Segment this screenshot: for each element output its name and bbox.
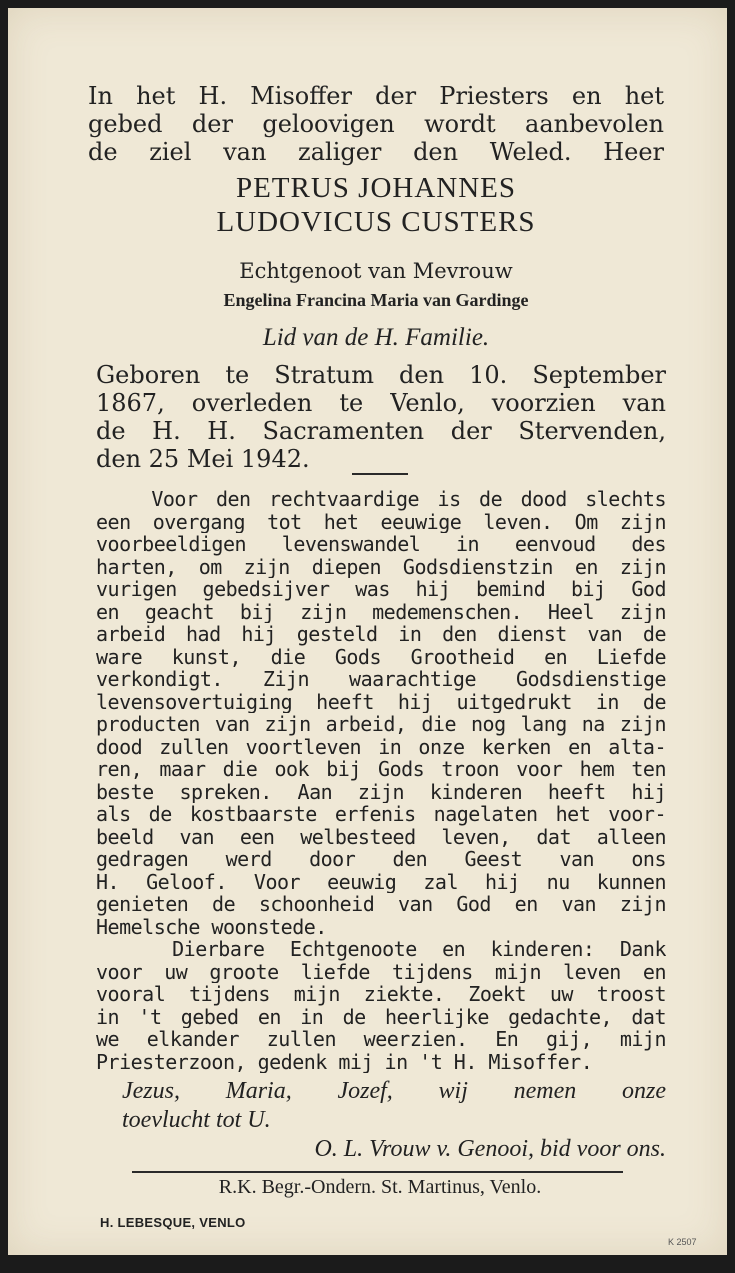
body-line: genieten de schoonheid van God en van zijn — [96, 893, 666, 916]
body-line: H. Geloof. Voor eeuwig zal hij nu kunnen — [96, 870, 666, 893]
membership: Lid van de H. Familie. — [262, 324, 490, 351]
spouse-name: Engelina Francina Maria van Gardinge — [223, 290, 529, 310]
intro-line-3: de ziel van zaliger den Weled. Heer — [88, 138, 664, 166]
memorial-card — [8, 8, 727, 1255]
body-line: in 't gebed en in de heerlijke gedachte, dat — [96, 1005, 666, 1028]
body-line: arbeid had hij gesteld in den dienst van de — [96, 623, 666, 646]
body-line: gedragen werd door den Geest van ons — [96, 848, 666, 871]
body-line: dood zullen voortleven in onze kerken en alta- — [96, 735, 666, 758]
intro-line-1: In het H. Misoffer der Priesters en het — [88, 82, 664, 110]
body-line: beste spreken. Aan zijn kinderen heeft hij — [96, 780, 666, 803]
birth-line-2: 1867, overleden te Venlo, voorzien van — [96, 389, 666, 417]
body-line: en geacht bij zijn medemenschen. Heel zijn — [96, 600, 666, 623]
prayer-line-1: Jezus, Maria, Jozef, wij nemen onze — [122, 1078, 666, 1104]
prayer-line-3: O. L. Vrouw v. Genooi, bid voor ons. — [314, 1136, 666, 1162]
birth-line-3: de H. H. Sacramenten der Stervenden, — [96, 417, 666, 445]
footer-rule — [132, 1171, 623, 1173]
body-line: vooral tijdens mijn ziekte. Zoekt uw troost — [96, 983, 666, 1006]
body-line: Voor den rechtvaardige is de dood slechts — [96, 488, 666, 511]
body-line: beeld van een welbesteed leven, dat alleen — [96, 825, 666, 848]
deceased-name-line-2: LUDOVICUS CUSTERS — [216, 206, 536, 238]
body-text — [96, 488, 666, 1073]
birth-line-4: den 25 Mei 1942. — [96, 445, 310, 473]
deceased-name-line-1: PETRUS JOHANNES — [235, 172, 517, 204]
body-line: voorbeeldigen levenswandel in eenvoud des — [96, 533, 666, 556]
body-line: Dierbare Echtgenoote en kinderen: Dank — [96, 938, 666, 961]
body-line: Priesterzoon, gedenk mij in 't H. Misoffer. — [96, 1050, 593, 1073]
printer-credit: H. LEBESQUE, VENLO — [100, 1215, 246, 1230]
intro-line-2: gebed der geloovigen wordt aanbevolen — [88, 110, 664, 138]
closing-prayer — [122, 1077, 666, 1164]
body-line: vurigen gebedsijver was hij bemind bij God — [96, 578, 666, 601]
birth-death-text — [96, 361, 666, 473]
body-line: harten, om zijn diepen Godsdienstzin en zijn — [96, 555, 666, 578]
body-line: verkondigt. Zijn waarachtige Godsdienstige — [96, 668, 666, 691]
body-line: producten van zijn arbeid, die nog lang na zijn — [96, 713, 666, 736]
intro-text — [88, 82, 664, 166]
undertaker-credit: R.K. Begr.-Ondern. St. Martinus, Venlo. — [218, 1176, 542, 1198]
body-line: levensovertuiging heeft hij uitgedrukt in de — [96, 690, 666, 713]
print-code: K 2507 — [668, 1237, 697, 1247]
body-line: als de kostbaarste erfenis nagelaten het voor- — [96, 803, 666, 826]
body-line: we elkander zullen weerzien. En gij, mijn — [96, 1028, 666, 1051]
body-line: voor uw groote liefde tijdens mijn leven en — [96, 960, 666, 983]
body-line: Hemelsche woonstede. — [96, 915, 327, 938]
body-line: ware kunst, die Gods Grootheid en Liefde — [96, 645, 666, 668]
spouse-label: Echtgenoot van Mevrouw — [239, 259, 513, 283]
body-line: ren, maar die ook bij Gods troon voor hem ten — [96, 758, 666, 781]
prayer-line-2: toevlucht tot U. — [122, 1107, 271, 1133]
birth-line-1: Geboren te Stratum den 10. September — [96, 361, 666, 389]
divider — [352, 473, 408, 475]
body-line: een overgang tot het eeuwige leven. Om zijn — [96, 510, 666, 533]
